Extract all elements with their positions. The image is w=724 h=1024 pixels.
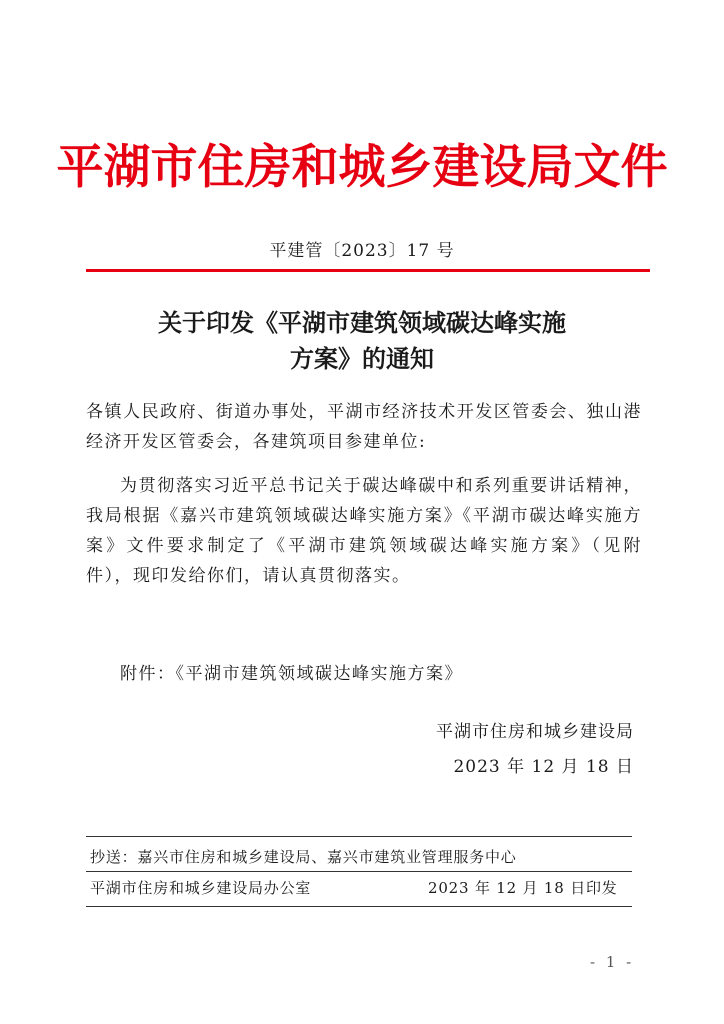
- document-title-line-2: 方案》的通知: [290, 344, 434, 373]
- signing-authority: 平湖市住房和城乡建设局: [436, 722, 634, 742]
- document-title: [0, 305, 724, 377]
- footer-middle-rule: [86, 871, 632, 872]
- document-title-line-1: 关于印发《平湖市建筑领域碳达峰实施: [158, 308, 566, 337]
- footer-top-rule: [86, 836, 632, 837]
- footer-bottom-rule: [86, 906, 632, 907]
- page-number: - 1 -: [590, 953, 635, 971]
- attachment-reference: 附件：《平湖市建筑领域碳达峰实施方案》: [120, 664, 463, 684]
- body-paragraph: 为贯彻落实习近平总书记关于碳达峰碳中和系列重要讲话精神，我局根据《嘉兴市建筑领域碳达峰实施方案》《平湖市碳达峰实施方案》文件要求制定了《平湖市建筑领域碳达峰实施方案》（见附件），现印发给你们，请认真贯彻落实。: [86, 476, 642, 586]
- signing-date: 2023 年 12 月 18 日: [453, 757, 634, 777]
- print-date: 2023 年 12 月 18 日印发: [428, 879, 618, 897]
- issuing-office: 平湖市住房和城乡建设局办公室: [90, 879, 312, 897]
- addressee-paragraph: 各镇人民政府、街道办事处，平湖市经济技术开发区管委会、独山港经济开发区管委会，各建筑项目参建单位:: [86, 402, 642, 452]
- document-number: 平建管〔2023〕17 号: [269, 241, 455, 261]
- document-header-title: 平湖市住房和城乡建设局文件: [56, 140, 668, 195]
- cc-list: 抄送：嘉兴市住房和城乡建设局、嘉兴市建筑业管理服务中心: [90, 848, 517, 866]
- red-divider-line: [86, 269, 650, 272]
